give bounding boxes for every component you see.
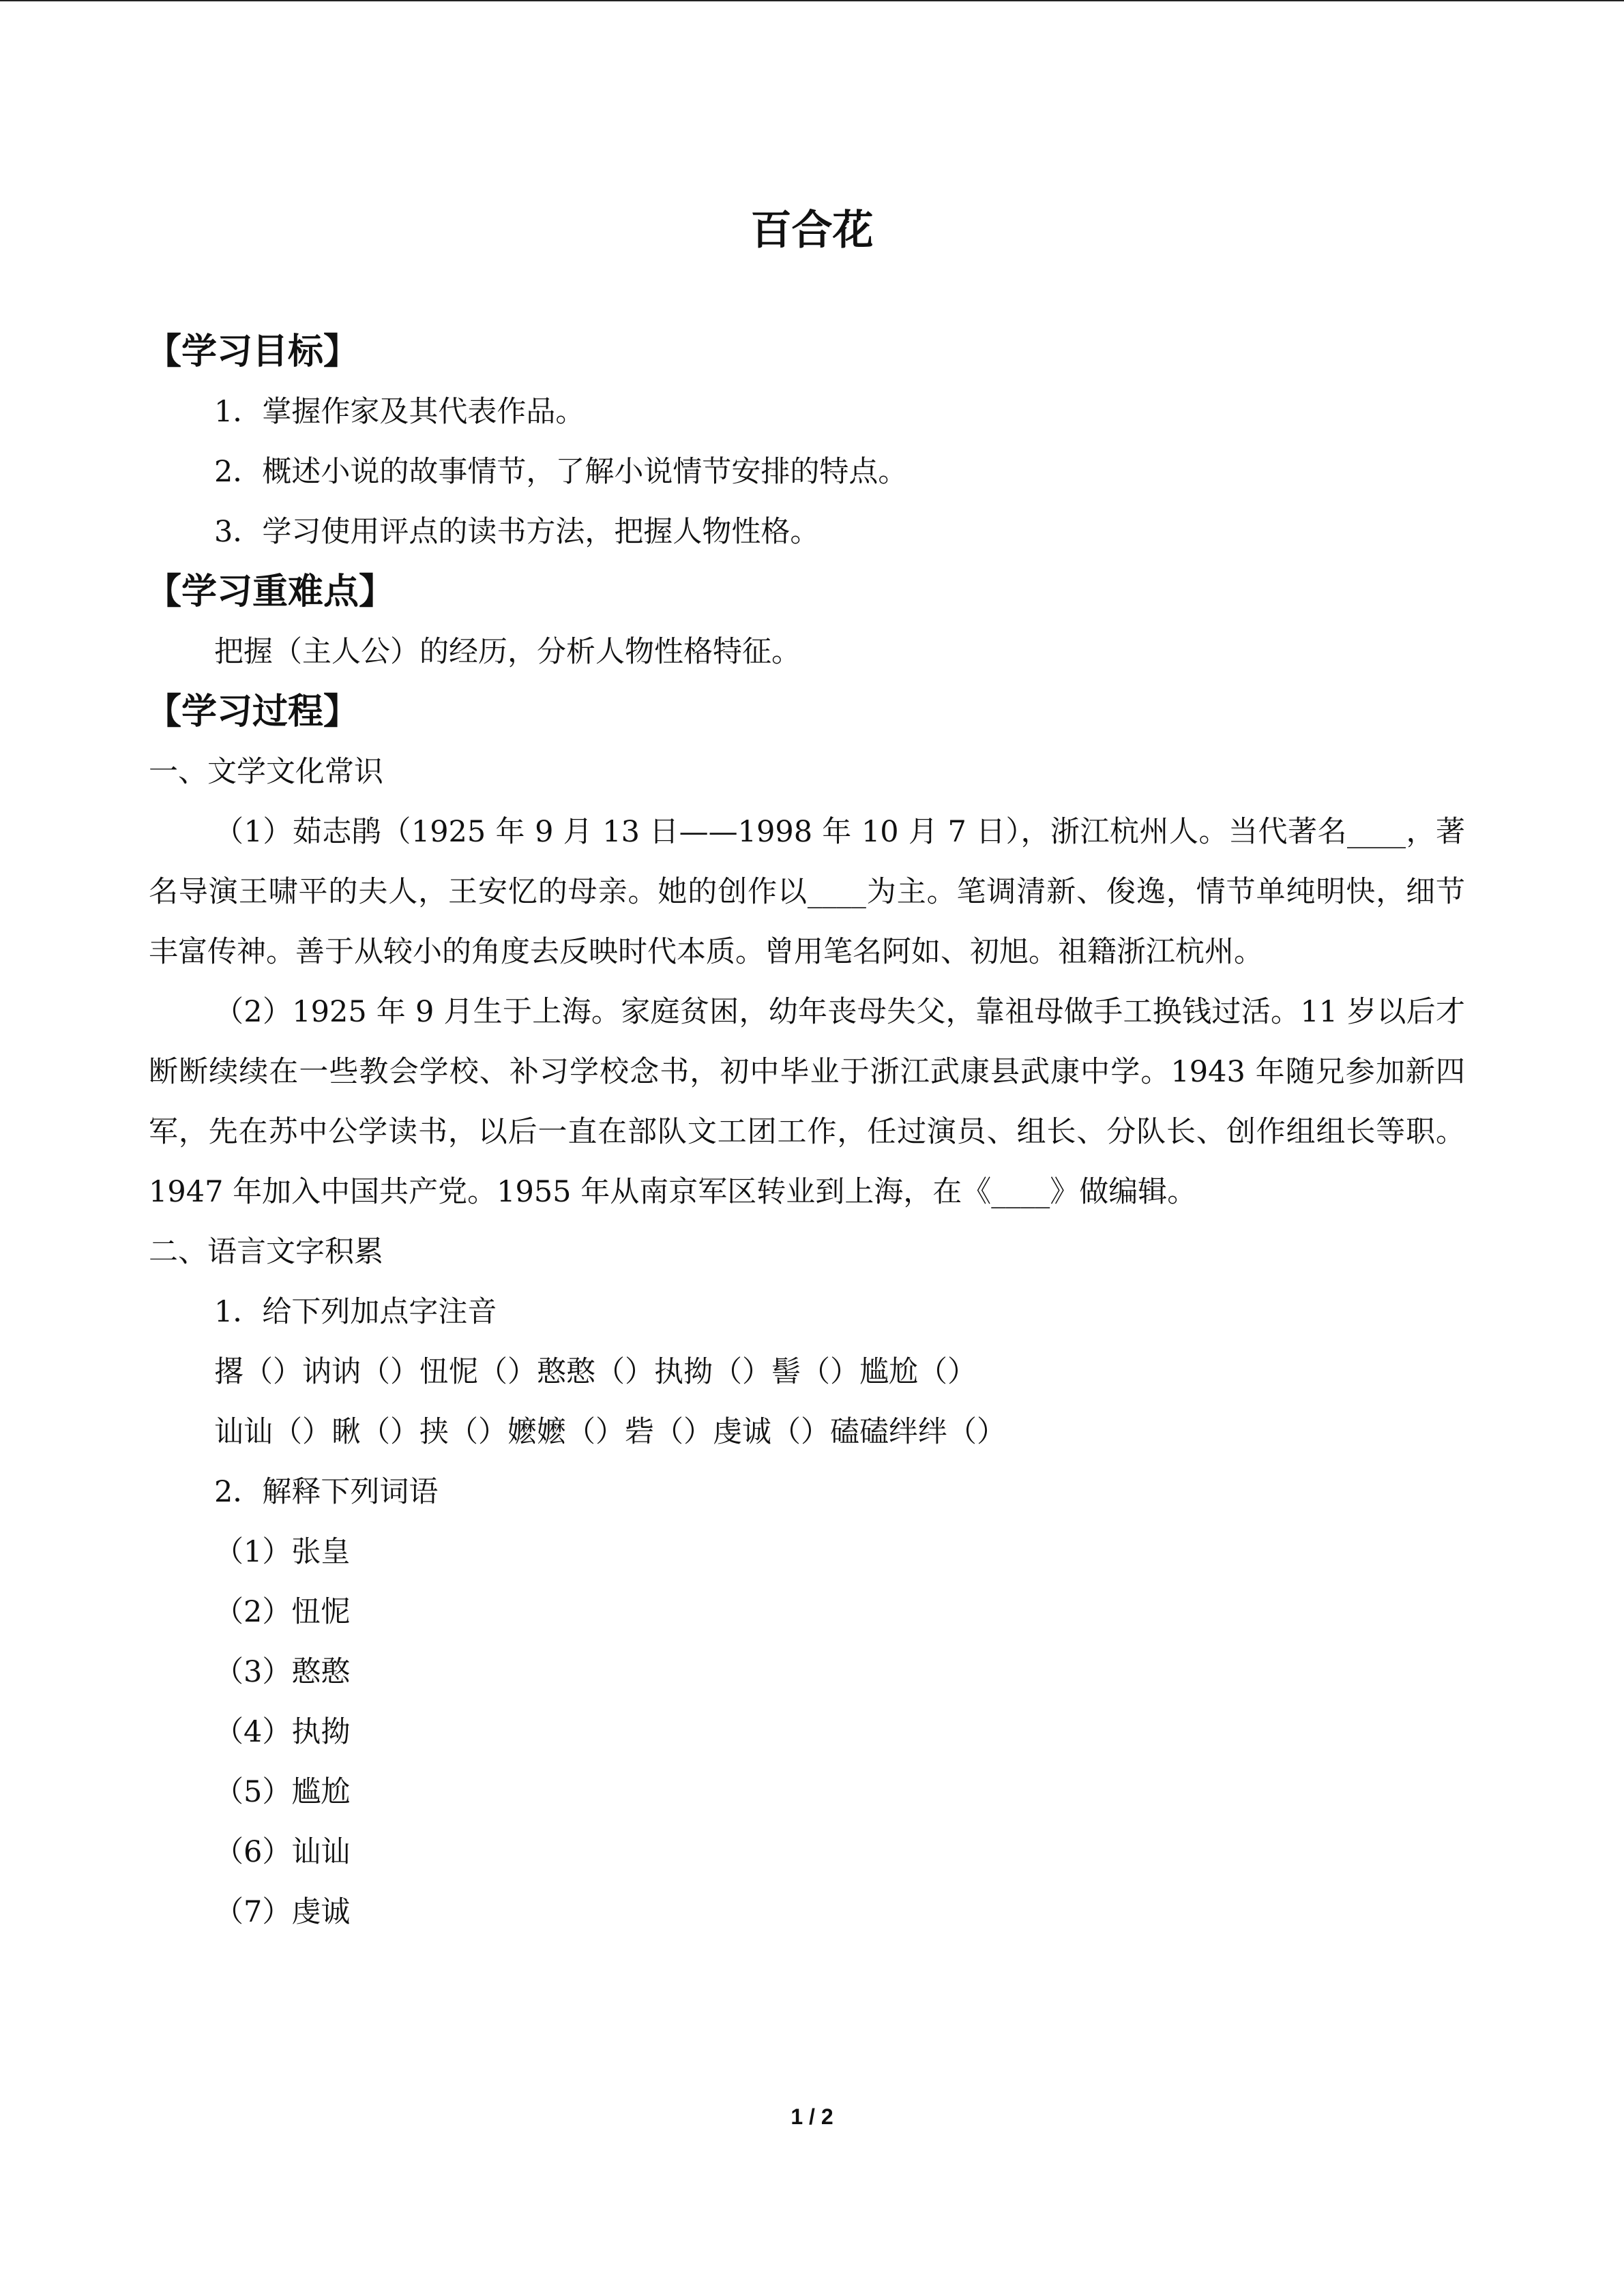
goal-item-2: 2．概述小说的故事情节，了解小说情节安排的特点。 xyxy=(214,455,908,489)
pinyin-row-1: 撂（）讷讷（）忸怩（）憨憨（）执拗（）髻（）尴尬（） xyxy=(214,1355,977,1389)
word-item-1: （1）张皇 xyxy=(214,1535,351,1569)
goal-item-1: 1．掌握作家及其代表作品。 xyxy=(214,395,585,429)
word-item-5: （5）尴尬 xyxy=(214,1775,351,1809)
part-2-label: 二、语言文字积累 xyxy=(149,1235,383,1269)
section-heading-process: 【学习过程】 xyxy=(146,691,359,732)
key-points-text: 把握（主人公）的经历，分析人物性格特征。 xyxy=(214,635,801,669)
section-heading-goals: 【学习目标】 xyxy=(146,331,359,372)
author-paragraph-2: （2）1925 年 9 月生于上海。家庭贫困，幼年丧母失父，靠祖母做手工换钱过活。11 岁以后才断断续续在一些教会学校、补习学校念书，初中毕业于浙江武康县武康中学。1943 年随兄参加新四军，先在苏中公学读书，以后一直在部队文工团工作，任过演员、组长、分队长、创作组组长等职。1947 年加入中国共产党。1955 年从南京军区转业到上海，在《____》做编辑。 xyxy=(149,995,1465,1209)
section-heading-key-points: 【学习重难点】 xyxy=(146,571,395,612)
word-item-2: （2）忸怩 xyxy=(214,1595,351,1629)
word-item-3: （3）憨憨 xyxy=(214,1655,351,1689)
document-body xyxy=(146,322,1465,1942)
question-1-label: 1．给下列加点字注音 xyxy=(214,1295,497,1329)
page-title: 百合花 xyxy=(750,207,874,254)
pinyin-row-2: 讪讪（）瞅（）挟（）嬷嬷（）砦（）虔诚（）磕磕绊绊（） xyxy=(214,1415,1006,1449)
author-paragraph-1: （1）茹志鹃（1925 年 9 月 13 日——1998 年 10 月 7 日），浙江杭州人。当代著名____，著名导演王啸平的夫人，王安忆的母亲。她的创作以____为主。笔调清新、俊逸，情节单纯明快，细节丰富传神。善于从较小的角度去反映时代本质。曾用笔名阿如、初旭。祖籍浙江杭州。 xyxy=(149,815,1465,969)
page-number: 1 / 2 xyxy=(791,2104,833,2129)
question-2-label: 2．解释下列词语 xyxy=(214,1475,439,1509)
word-item-6: （6）讪讪 xyxy=(214,1835,351,1869)
goal-item-3: 3．学习使用评点的读书方法，把握人物性格。 xyxy=(214,515,820,549)
part-1-label: 一、文学文化常识 xyxy=(149,755,383,789)
word-item-7: （7）虔诚 xyxy=(214,1895,351,1929)
word-item-4: （4）执拗 xyxy=(214,1715,351,1749)
